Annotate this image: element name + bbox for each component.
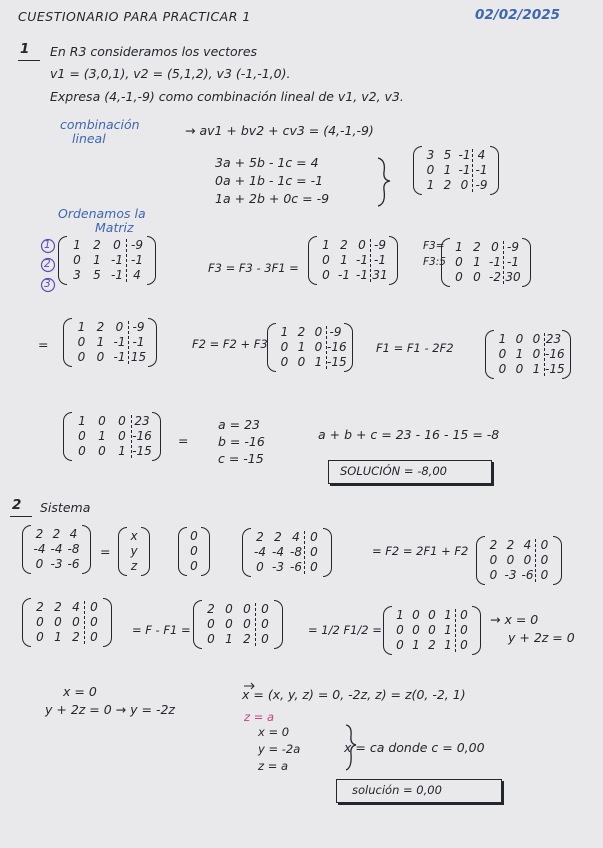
matrix-cell: 0 [358,238,366,252]
matrix-cell: 1 [314,355,323,369]
equals-sign-2: = [178,433,189,448]
matrix-cell: 1 [322,238,330,252]
matrix-cell: -8 [290,545,302,559]
matrix-cell: 0 [515,332,524,346]
matrix-cell: -15 [327,355,347,369]
page-title: CUESTIONARIO PARA PRACTICAR 1 [18,9,251,24]
matrix-cell: 1 [498,332,507,346]
matrix-cell: 4 [292,530,300,544]
matrix-cell: 0 [515,362,524,376]
z-eq: z = a [244,710,275,724]
matrix-cell: 0 [280,355,289,369]
matrix-cell: 31 [372,268,388,282]
matrix-cell: 0 [489,568,498,582]
matrix-cell: 3 [426,148,435,162]
solution-b: b = -16 [218,434,265,449]
matrix-cell: 2 [72,630,80,644]
matrix-cell: 0 [460,178,469,192]
exercise-2-title: Sistema [40,500,91,515]
matrix-cell: -15 [132,444,152,458]
order-label: Ordenamos la [58,206,146,221]
matrix-cell: 0 [78,444,86,458]
matrix-cell: 0 [498,362,507,376]
exercise-1-statement: En R3 consideramos los vectores [50,44,258,59]
matrix-cell: 0 [473,270,481,284]
matrix-cell: 0 [506,553,515,567]
answer-2: solución = 0,00 [352,783,442,797]
matrix-cell: -1 [458,148,471,162]
matrix-cell: 1 [340,253,348,267]
matrix-cell: -1 [507,255,519,269]
matrix-cell: 1 [444,638,452,652]
matrix-cell: 2 [52,527,61,541]
op-f3: F3 = F3 - 3F1 = [208,261,299,275]
matrix-cell: 0 [412,608,420,622]
matrix-cell: 0 [73,253,81,267]
matrix-cell: 0 [396,623,404,637]
matrix-cell: -4 [50,542,63,556]
matrix-cell: -4 [272,545,284,559]
matrix-cell: 1 [396,608,404,622]
matrix-cell: -1 [131,253,143,267]
op-f1: F1 = F1 - 2F2 [376,341,454,355]
matrix-cell: 0 [310,545,318,559]
matrix-cell: 0 [256,560,264,574]
matrix-cell: 4 [69,527,78,541]
matrix-cell: -6 [67,557,80,571]
matrix-cell: -8 [67,542,80,556]
combo-label: combinación [60,117,140,132]
matrix-cell: 0 [225,617,233,631]
matrix-cell: -6 [290,560,302,574]
circled-row-1: 1 [44,239,51,251]
matrix-cell: 0 [243,602,251,616]
matrix-cell: 0 [90,630,98,644]
matrix-cell: -9 [132,320,145,334]
matrix-cell: 2 [54,600,62,614]
matrix-cell: 0 [460,623,468,637]
system-eq-2: 0a + 1b - 1c = -1 [215,173,324,188]
combo-equation: → av1 + bv2 + cv3 = (4,-1,-9) [185,123,374,138]
matrix-cell: 4 [133,268,141,282]
matrix-cell: -1 [356,253,368,267]
matrix-cell: 0 [310,530,318,544]
matrix-cell: x [130,529,138,543]
matrix-cell: 1 [77,320,86,334]
param-x: x = 0 [258,725,290,739]
exercise-1-number: 1 [20,41,30,57]
matrix-cell: 1 [444,623,452,637]
matrix-cell: 1 [515,347,524,361]
matrix-cell: 30 [505,270,521,284]
matrix-cell: 0 [78,429,86,443]
matrix-cell: 4 [477,148,486,162]
matrix-cell: 3 [73,268,81,282]
matrix-cell: 1 [118,444,126,458]
op-a: = F2 = 2F1 + F2 [372,544,469,558]
matrix-cell: 1 [98,429,106,443]
matrix-cell: 0 [498,347,507,361]
system-eq-3: 1a + 2b + 0c = -9 [215,191,330,206]
matrix-cell: 0 [540,568,549,582]
matrix-cell: 0 [460,608,468,622]
matrix-cell: 0 [540,538,549,552]
matrix-cell: 2 [93,238,101,252]
matrix-cell: 0 [90,600,98,614]
matrix-cell: 0 [314,340,323,354]
matrix-cell: 0 [412,623,420,637]
matrix-cell: -1 [458,163,471,177]
left-y: y + 2z = 0 → y = -2z [45,702,175,717]
matrix-cell: 0 [36,630,44,644]
matrix-cell: 2 [340,238,348,252]
circled-row-3: 3 [44,278,51,290]
matrix-cell: 2 [243,632,251,646]
matrix-cell: 0 [98,414,106,428]
matrix-cell: 5 [443,148,452,162]
matrix-cell: 0 [322,268,330,282]
result-2: y + 2z = 0 [508,630,575,645]
matrix-cell: -3 [272,560,284,574]
matrix-cell: 0 [491,240,499,254]
matrix-cell: 0 [243,617,251,631]
matrix-cell: 0 [35,557,44,571]
solution-a: a = 23 [218,417,260,432]
matrix-cell: -1 [113,335,126,349]
matrix-cell: 23 [134,414,150,428]
matrix-cell: -1 [475,163,488,177]
matrix-cell: z [130,559,138,573]
matrix-cell: -2 [489,270,501,284]
matrix-cell: 0 [98,444,106,458]
matrix-cell: -1 [113,350,126,364]
vector-line: x = (x, y, z) = 0, -2z, z) = z(0, -2, 1) [242,687,466,702]
matrix-cell: 0 [207,632,215,646]
matrix-cell: 0 [261,602,269,616]
param-y: y = -2a [258,742,301,756]
matrix-cell: 0 [460,638,468,652]
matrix-cell: 1 [280,325,289,339]
matrix-cell: 0 [77,335,86,349]
matrix-cell: 0 [113,238,121,252]
matrix-cell: -9 [329,325,342,339]
matrix-cell: 23 [545,332,562,346]
matrix-cell: 1 [426,178,435,192]
matrix-cell: -9 [475,178,488,192]
matrix-cell: 0 [523,553,532,567]
matrix-cell: 0 [118,414,126,428]
param-z: z = a [258,759,289,773]
matrix-cell: -16 [327,340,347,354]
result-1: → x = 0 [490,612,539,627]
exercise-1-question: Expresa (4,-1,-9) como combinación lineal de v1, v2, v3. [50,89,404,104]
op-f3b-1: F3= [423,240,445,252]
matrix-cell: 0 [532,347,541,361]
matrix-cell: 0 [455,255,463,269]
sum-line: a + b + c = 23 - 16 - 15 = -8 [318,427,500,442]
matrix-cell: 1 [412,638,420,652]
matrix-cell: 0 [190,529,198,543]
op-f3b-2: F3:5 [423,256,446,268]
matrix-cell: 0 [90,615,98,629]
matrix-cell: 2 [443,178,452,192]
matrix-cell: -16 [132,429,152,443]
matrix-cell: -1 [338,268,350,282]
matrix-cell: -1 [111,268,123,282]
left-x: x = 0 [63,684,97,699]
matrix-cell: -3 [504,568,517,582]
solution-c: c = -15 [218,451,264,466]
matrix-cell: 0 [77,350,86,364]
order-label-2: Matriz [95,220,134,235]
matrix-cell: 2 [473,240,481,254]
matrix-cell: 0 [225,602,233,616]
matrix-cell: -1 [111,253,123,267]
matrix-cell: 2 [256,530,264,544]
system-eq-1: 3a + 5b - 1c = 4 [215,155,319,170]
matrix-cell: -1 [132,335,145,349]
matrix-cell: 0 [428,623,436,637]
matrix-cell: 0 [115,320,124,334]
op-f2: F2 = F2 + F3 [192,337,268,351]
matrix-cell: 1 [443,163,452,177]
matrix-cell: 1 [54,630,62,644]
matrix-cell: 0 [428,608,436,622]
matrix-cell: -1 [489,255,501,269]
matrix-cell: -3 [50,557,63,571]
matrix-cell: -9 [374,238,386,252]
matrix-cell: 1 [455,240,463,254]
exercise-2-number: 2 [12,497,22,513]
matrix-cell: 2 [207,602,215,616]
matrix-cell: 0 [426,163,435,177]
matrix-cell: 4 [72,600,80,614]
matrix-cell: 1 [225,632,233,646]
matrix-cell: 2 [297,325,306,339]
answer-1: SOLUCIÓN = -8,00 [340,464,447,478]
matrix-cell: 0 [297,355,306,369]
matrix-cell: 0 [36,615,44,629]
matrix-cell: -16 [545,347,565,361]
matrix-cell: -1 [356,268,368,282]
combo-label-2: lineal [72,131,106,146]
matrix-cell: 1 [532,362,541,376]
matrix-cell: 0 [314,325,323,339]
matrix-cell: -9 [507,240,519,254]
matrix-cell: 1 [473,255,481,269]
matrix-cell: 0 [310,560,318,574]
matrix-cell: 2 [274,530,282,544]
matrix-cell: -6 [521,568,534,582]
matrix-cell: -4 [254,545,266,559]
matrix-cell: 2 [96,320,105,334]
matrix-cell: 0 [280,340,289,354]
page-date: 02/02/2025 [475,7,561,23]
equals-sign: = [38,337,49,352]
matrix-cell: 5 [93,268,101,282]
matrix-cell: 0 [72,615,80,629]
circled-row-2: 2 [44,258,51,270]
matrix-cell: -4 [33,542,46,556]
equals-sign-3: = [100,544,111,559]
matrix-cell: 0 [207,617,215,631]
matrix-cell: 4 [523,538,532,552]
matrix-cell: 2 [428,638,436,652]
matrix-cell: 1 [297,340,306,354]
matrix-cell: 1 [78,414,86,428]
matrix-cell: 2 [506,538,515,552]
matrix-cell: y [130,544,138,558]
matrix-cell: 0 [190,544,198,558]
matrix-cell: 2 [489,538,498,552]
matrix-cell: 0 [190,559,198,573]
matrix-cell: 0 [261,632,269,646]
matrix-cell: 2 [36,600,44,614]
matrix-cell: 1 [93,253,101,267]
matrix-cell: 0 [489,553,498,567]
matrix-cell: 0 [455,270,463,284]
matrix-cell: 1 [73,238,81,252]
matrix-cell: 1 [96,335,105,349]
matrix-cell: 15 [130,350,147,364]
param-text: x = ca donde c = 0,00 [344,740,485,755]
matrix-cell: 1 [444,608,452,622]
matrix-cell: 0 [532,332,541,346]
matrix-cell: 0 [322,253,330,267]
matrix-cell: 0 [96,350,105,364]
matrix-cell: 0 [118,429,126,443]
matrix-cell: 2 [35,527,44,541]
matrix-cell: -1 [374,253,386,267]
matrix-cell: 0 [54,615,62,629]
matrix-cell: 0 [261,617,269,631]
matrix-cell: -15 [545,362,565,376]
op-b: = F - F1 = [132,623,191,637]
matrix-cell: 0 [540,553,549,567]
exercise-1-vectors: v1 = (3,0,1), v2 = (5,1,2), v3 (-1,-1,0). [50,66,291,81]
matrix-cell: 0 [396,638,404,652]
matrix-cell: -9 [131,238,143,252]
op-c: = 1/2 F1/2 = [308,623,382,637]
